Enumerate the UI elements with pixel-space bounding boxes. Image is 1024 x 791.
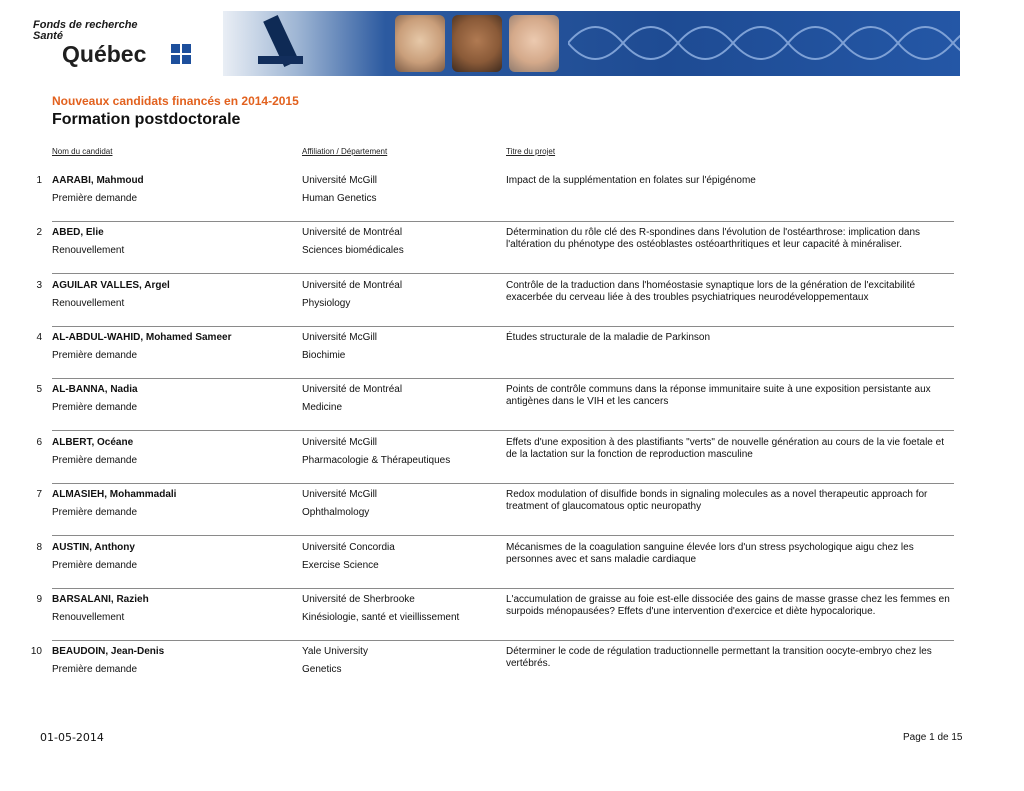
row-number: 7 (36, 489, 42, 500)
row-divider (52, 221, 954, 222)
department: Genetics (302, 664, 342, 675)
row-number: 10 (30, 646, 42, 657)
row-divider (52, 535, 954, 536)
department: Human Genetics (302, 193, 377, 204)
university: Université McGill (302, 437, 378, 448)
project-title: Détermination du rôle clé des R-spondines dans l'évolution de l'ostéarthrose: implication dans l'altération du phénotype des ostéoblastes ostéoarthritiques et leur capacité à minéraliser. (506, 227, 921, 250)
candidate-name: AUSTIN, Anthony (52, 542, 135, 553)
project-title: Effets d'une exposition à des plastifiants "verts" de nouvelle génération au cours de la vie foetale et de la lactation sur la fonction de reproduction masculine (506, 437, 944, 460)
application-type: Renouvellement (52, 298, 125, 309)
page-title: Formation postdoctorale (52, 111, 241, 128)
header-banner (18, 11, 960, 76)
woman-face-image (452, 15, 502, 72)
candidate-name: AARABI, Mahmoud (52, 175, 144, 186)
logo-line1: Fonds de recherche (33, 19, 138, 31)
university: Université McGill (302, 489, 378, 500)
candidate-name: ALMASIEH, Mohammadali (52, 489, 177, 500)
row-divider (52, 483, 954, 484)
project-title: Déterminer le code de régulation traductionnelle permettant la transition oocyte-embryo chez les vertébrés. (506, 646, 932, 669)
row-divider (52, 378, 954, 379)
application-type: Première demande (52, 350, 138, 361)
page-number: Page 1 de 15 (903, 732, 963, 743)
candidate-name: BARSALANI, Razieh (52, 594, 149, 605)
department: Exercise Science (302, 560, 379, 571)
university: Yale University (302, 646, 368, 657)
candidate-name: AL-BANNA, Nadia (52, 384, 138, 395)
banner-image (223, 11, 960, 76)
microscope-icon (233, 11, 353, 76)
university: Université de Montréal (302, 384, 403, 395)
university: Université McGill (302, 332, 378, 343)
department: Ophthalmology (302, 507, 370, 518)
table-row (0, 175, 1024, 227)
table-row (0, 437, 1024, 489)
application-type: Première demande (52, 507, 138, 518)
project-title: Mécanismes de la coagulation sanguine élevée lors d'un stress psychologique aigu chez les personnes avec et sans maladie cardiaque (506, 542, 914, 565)
row-number: 5 (36, 384, 42, 395)
application-type: Renouvellement (52, 245, 125, 256)
logo-word: Québec (62, 41, 147, 67)
frqs-logo (18, 11, 218, 76)
project-title: Impact de la supplémentation en folates sur l'épigénome (506, 175, 756, 186)
candidate-name: AL-ABDUL-WAHID, Mohamed Sameer (52, 332, 232, 343)
row-number: 8 (36, 542, 42, 553)
table-row (0, 646, 1024, 698)
department: Medicine (302, 402, 343, 413)
dna-helix-icon (568, 11, 960, 76)
application-type: Première demande (52, 455, 138, 466)
project-title: Points de contrôle communs dans la réponse immunitaire suite à une exposition persistante aux antigènes dans le VIH et les cancers (506, 384, 931, 407)
row-divider (52, 640, 954, 641)
project-title: Contrôle de la traduction dans l'homéostasie synaptique lors de la génération de l'excitabilité exacerbée du cerveau liée à des troubles psychiatriques neurodéveloppementaux (506, 280, 916, 303)
row-number: 6 (36, 437, 42, 448)
candidate-name: ALBERT, Océane (52, 437, 134, 448)
project-title: Redox modulation of disulfide bonds in signaling molecules as a novel therapeutic approach for treatment of glaucomatous optic neuropathy (506, 489, 928, 512)
department: Biochimie (302, 350, 346, 361)
application-type: Première demande (52, 193, 138, 204)
university: Université Concordia (302, 542, 395, 553)
column-header-project: Titre du projet (506, 147, 556, 156)
logo-line2: Santé (33, 30, 63, 42)
application-type: Première demande (52, 560, 138, 571)
project-title: Études structurale de la maladie de Parkinson (506, 332, 711, 343)
row-divider (52, 430, 954, 431)
table-row (0, 542, 1024, 594)
candidate-name: ABED, Elie (52, 227, 104, 238)
footer-date: 01-05-2014 (40, 731, 104, 744)
university: Université de Montréal (302, 280, 403, 291)
department: Physiology (302, 298, 351, 309)
row-divider (52, 326, 954, 327)
table-row (0, 384, 1024, 436)
university: Université McGill (302, 175, 378, 186)
baby-face-image (395, 15, 445, 72)
application-type: Renouvellement (52, 612, 125, 623)
table-row (0, 594, 1024, 646)
department: Kinésiologie, santé et vieillissement (302, 612, 460, 623)
row-divider (52, 273, 954, 274)
department: Pharmacologie & Thérapeutiques (302, 455, 451, 466)
university: Université de Sherbrooke (302, 594, 415, 605)
column-header-name: Nom du candidat (52, 147, 113, 156)
column-header-affiliation: Affiliation / Département (302, 147, 388, 156)
row-number: 1 (36, 175, 42, 186)
table-row (0, 489, 1024, 541)
candidate-name: BEAUDOIN, Jean-Denis (52, 646, 165, 657)
subtitle: Nouveaux candidats financés en 2014-2015 (52, 94, 299, 108)
row-number: 4 (36, 332, 42, 343)
elder-face-image (509, 15, 559, 72)
project-title: L'accumulation de graisse au foie est-elle dissociée des gains de masse grasse chez les femmes en surpoids ménopausées? Effets d'une intervention d'exercice et diète hypocalorique. (506, 594, 950, 617)
table-row (0, 332, 1024, 384)
quebec-flag-icon (171, 44, 191, 64)
table-row (0, 280, 1024, 332)
application-type: Première demande (52, 664, 138, 675)
table-row (0, 227, 1024, 279)
row-number: 9 (36, 594, 42, 605)
row-divider (52, 588, 954, 589)
application-type: Première demande (52, 402, 138, 413)
university: Université de Montréal (302, 227, 403, 238)
candidate-name: AGUILAR VALLES, Argel (52, 280, 170, 291)
row-number: 2 (36, 227, 42, 238)
department: Sciences biomédicales (302, 245, 404, 256)
row-number: 3 (36, 280, 42, 291)
